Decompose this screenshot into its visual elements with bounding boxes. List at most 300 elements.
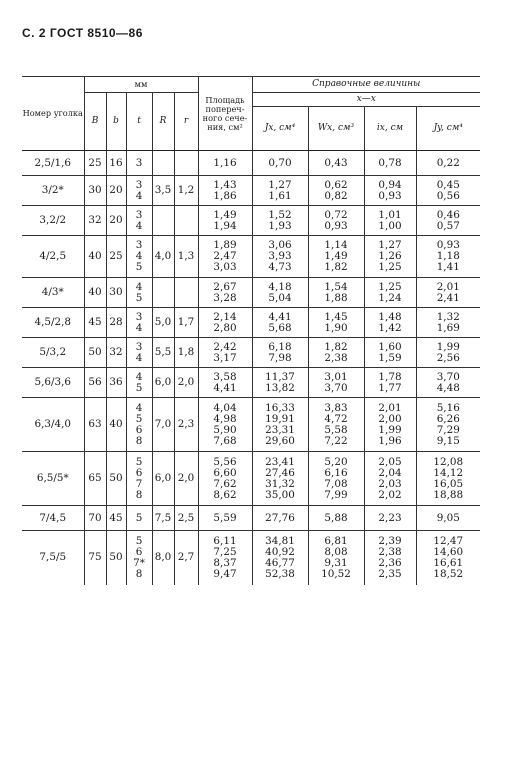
cell-value: 6: [135, 423, 143, 436]
cell-value: 27,76: [265, 511, 295, 524]
cell-B: 63: [84, 398, 106, 452]
cell-value: 2,04: [378, 466, 402, 479]
cell-value: 1,49: [213, 208, 237, 221]
cell-value: 5,20: [324, 455, 348, 468]
table-row: [22, 278, 480, 308]
cell-value: 0,56: [436, 189, 460, 202]
cell-value: 5,88: [324, 511, 348, 524]
table-row: [22, 236, 480, 278]
cell-value: 2,14: [213, 310, 237, 323]
cell-B: 70: [84, 506, 106, 531]
cell-value: 9,47: [213, 567, 237, 580]
cell-A: [198, 176, 252, 206]
cell-value: 3: [135, 208, 143, 221]
cell-value: 9,31: [324, 556, 348, 569]
cell-value: 0,70: [268, 156, 292, 169]
cell-value: 2,38: [378, 545, 402, 558]
cell-B: 65: [84, 452, 106, 506]
cell-t: [126, 338, 152, 368]
cell-R: [152, 206, 174, 236]
cell-Wx: [308, 278, 364, 308]
cell-t: [126, 278, 152, 308]
cell-value: 0,43: [324, 156, 348, 169]
cell-t: [126, 531, 152, 585]
cell-R: 5,5: [152, 338, 174, 368]
cell-value: 2,47: [213, 250, 237, 262]
cell-value: 5,68: [268, 321, 292, 334]
cell-value: 5,58: [324, 423, 348, 436]
cell-value: 5: [135, 511, 143, 524]
cell-value: 0,93: [378, 189, 402, 202]
cell-value: 3: [135, 156, 143, 169]
cell-value: 10,52: [321, 567, 351, 580]
cell-A: [198, 452, 252, 506]
cell-value: 31,32: [265, 477, 295, 490]
cell-value: 6: [135, 466, 143, 479]
cell-value: 1,78: [378, 370, 402, 383]
cell-A: [198, 398, 252, 452]
cell-A: [198, 308, 252, 338]
cell-Jy: [416, 278, 480, 308]
cell-B: 32: [84, 206, 106, 236]
cell-Jx: [252, 531, 308, 585]
cell-value: 0,82: [324, 189, 348, 202]
cell-R: 5,0: [152, 308, 174, 338]
cell-value: 5,04: [268, 291, 292, 304]
cell-value: 1,00: [378, 219, 402, 232]
cell-b: 36: [106, 368, 126, 398]
cell-value: 3,70: [324, 381, 348, 394]
cell-Jy: [416, 506, 480, 531]
cell-value: 7,99: [324, 488, 348, 501]
page-header: С. 2 ГОСТ 8510—86: [22, 26, 143, 40]
col-header-Jy: Jy, см⁴: [416, 107, 480, 151]
cell-value: 6,11: [213, 534, 237, 547]
table-row: [22, 368, 480, 398]
cell-Wx: [308, 452, 364, 506]
cell-value: 2,00: [378, 412, 402, 425]
cell-r: 1,3: [174, 236, 198, 278]
cell-b: 20: [106, 176, 126, 206]
cell-value: 1,14: [324, 239, 348, 251]
table-row: [22, 206, 480, 236]
cell-Wx: [308, 236, 364, 278]
cell-t: [126, 308, 152, 338]
cell-value: 6,60: [213, 466, 237, 479]
cell-r: [174, 206, 198, 236]
cell-value: 2,01: [436, 280, 460, 293]
cell-value: 0,93: [436, 239, 460, 251]
cell-Wx: [308, 338, 364, 368]
cell-value: 9,05: [436, 511, 460, 524]
cell-value: 3: [135, 178, 143, 191]
col-header-ref: Справочные величины: [252, 77, 480, 93]
cell-value: 5,56: [213, 455, 237, 468]
cell-Jx: [252, 338, 308, 368]
cell-value: 1,01: [378, 208, 402, 221]
cell-ix: [364, 206, 416, 236]
cell-value: 3,28: [213, 291, 237, 304]
cell-value: 1,99: [378, 423, 402, 436]
cell-value: 3,70: [436, 370, 460, 383]
cell-value: 4,41: [213, 381, 237, 394]
cell-value: 4,98: [213, 412, 237, 425]
cell-value: 1,43: [213, 178, 237, 191]
cell-A: [198, 278, 252, 308]
cell-value: 2,41: [436, 291, 460, 304]
cell-value: 4: [135, 351, 143, 364]
cell-R: [152, 151, 174, 176]
cell-ix: [364, 308, 416, 338]
cell-value: 5,59: [213, 511, 237, 524]
cell-value: 1,52: [268, 208, 292, 221]
cell-name: 2,5/1,6: [22, 151, 84, 176]
col-header-t: t: [126, 93, 152, 151]
cell-Jx: [252, 368, 308, 398]
cell-b: 30: [106, 278, 126, 308]
cell-Jx: [252, 236, 308, 278]
cell-B: 40: [84, 278, 106, 308]
cell-value: 2,56: [436, 351, 460, 364]
table-row: [22, 176, 480, 206]
cell-value: 4,72: [324, 412, 348, 425]
cell-value: 12,08: [433, 455, 464, 468]
cell-value: 3: [135, 239, 143, 251]
cell-value: 4: [135, 250, 143, 262]
cell-value: 1,88: [324, 291, 348, 304]
cell-ix: [364, 176, 416, 206]
cell-A: [198, 531, 252, 585]
cell-r: 2,0: [174, 452, 198, 506]
cell-b: 32: [106, 338, 126, 368]
cell-value: 1,94: [213, 219, 237, 232]
cell-r: [174, 151, 198, 176]
cell-value: 0,94: [378, 178, 402, 191]
cell-Jy: [416, 206, 480, 236]
cell-value: 1,42: [378, 321, 402, 334]
col-header-R: R: [152, 93, 174, 151]
cell-value: 5: [135, 534, 143, 547]
cell-value: 4: [135, 280, 143, 293]
cell-value: 1,77: [378, 381, 402, 394]
cell-ix: [364, 338, 416, 368]
cell-value: 5: [135, 412, 143, 425]
cell-value: 0,78: [378, 156, 402, 169]
cell-value: 4,04: [213, 401, 237, 414]
cell-Jx: [252, 278, 308, 308]
cell-value: 1,89: [213, 239, 237, 251]
cell-Jy: [416, 531, 480, 585]
cell-ix: [364, 236, 416, 278]
cell-value: 3,03: [213, 261, 237, 273]
cell-value: 7: [135, 477, 143, 490]
cell-r: 2,5: [174, 506, 198, 531]
cell-Wx: [308, 506, 364, 531]
cell-value: 0,45: [436, 178, 460, 191]
cell-R: 7,0: [152, 398, 174, 452]
table-row: [22, 338, 480, 368]
cell-r: [174, 278, 198, 308]
col-header-Jx: Jx, см⁴: [252, 107, 308, 151]
cell-value: 1,54: [324, 280, 348, 293]
col-header-Wx: Wx, см³: [308, 107, 364, 151]
cell-b: 16: [106, 151, 126, 176]
cell-ix: [364, 531, 416, 585]
cell-value: 3,83: [324, 401, 348, 414]
cell-value: 14,12: [433, 466, 464, 479]
cell-t: [126, 452, 152, 506]
cell-value: 2,05: [378, 455, 402, 468]
cell-value: 14,60: [433, 545, 464, 558]
cell-value: 1,49: [324, 250, 348, 262]
cell-value: 0,62: [324, 178, 348, 191]
cell-value: 18,52: [433, 567, 464, 580]
cell-name: 3,2/2: [22, 206, 84, 236]
cell-A: [198, 151, 252, 176]
cell-B: 50: [84, 338, 106, 368]
cell-value: 8,62: [213, 488, 237, 501]
cell-value: 7*: [133, 556, 145, 569]
cell-b: 20: [106, 206, 126, 236]
cell-ix: [364, 452, 416, 506]
cell-value: 6,16: [324, 466, 348, 479]
cell-value: 5: [135, 261, 143, 273]
cell-R: 3,5: [152, 176, 174, 206]
cell-value: 1,69: [436, 321, 460, 334]
cell-A: [198, 368, 252, 398]
cell-value: 1,82: [324, 261, 348, 273]
cell-value: 16,33: [265, 401, 295, 414]
cell-Wx: [308, 368, 364, 398]
cell-value: 2,01: [378, 401, 402, 414]
cell-value: 1,25: [378, 280, 402, 293]
cell-B: 56: [84, 368, 106, 398]
cell-Jy: [416, 236, 480, 278]
cell-Wx: [308, 398, 364, 452]
cell-value: 1,90: [324, 321, 348, 334]
cell-value: 1,26: [378, 250, 402, 262]
cell-value: 2,35: [378, 567, 402, 580]
cell-value: 4: [135, 321, 143, 334]
cell-b: 40: [106, 398, 126, 452]
cell-value: 2,38: [324, 351, 348, 364]
cell-value: 3,93: [268, 250, 292, 262]
cell-r: 2,7: [174, 531, 198, 585]
cell-value: 1,59: [378, 351, 402, 364]
cell-value: 2,02: [378, 488, 402, 501]
cell-name: 7/4,5: [22, 506, 84, 531]
cell-A: [198, 206, 252, 236]
cell-t: [126, 176, 152, 206]
cell-value: 1,24: [378, 291, 402, 304]
col-header-r: r: [174, 93, 198, 151]
cell-value: 4,18: [268, 280, 292, 293]
cell-r: 2,0: [174, 368, 198, 398]
table-row: [22, 151, 480, 176]
cell-value: 5: [135, 291, 143, 304]
cell-r: 1,2: [174, 176, 198, 206]
cell-Jx: [252, 176, 308, 206]
table-row: [22, 506, 480, 531]
cell-value: 0,93: [324, 219, 348, 232]
cell-b: 25: [106, 236, 126, 278]
cell-value: 7,68: [213, 434, 237, 447]
cell-ix: [364, 278, 416, 308]
cell-ix: [364, 368, 416, 398]
cell-value: 35,00: [265, 488, 295, 501]
table-body: [22, 151, 480, 585]
cell-Jx: [252, 151, 308, 176]
col-header-B: B: [84, 93, 106, 151]
cell-value: 1,27: [378, 239, 402, 251]
cell-value: 4: [135, 401, 143, 414]
cell-value: 46,77: [265, 556, 295, 569]
cell-value: 4: [135, 370, 143, 383]
cell-value: 6: [135, 545, 143, 558]
cell-value: 5: [135, 455, 143, 468]
cell-value: 7,22: [324, 434, 348, 447]
cell-value: 1,86: [213, 189, 237, 202]
cell-t: [126, 398, 152, 452]
cell-name: 3/2*: [22, 176, 84, 206]
cell-value: 7,29: [436, 423, 460, 436]
cell-Jx: [252, 452, 308, 506]
cell-B: 40: [84, 236, 106, 278]
cell-Jy: [416, 308, 480, 338]
cell-value: 23,31: [265, 423, 295, 436]
cell-value: 4: [135, 189, 143, 202]
cell-value: 1,41: [436, 261, 460, 273]
cell-R: 6,0: [152, 368, 174, 398]
cell-Jx: [252, 206, 308, 236]
cell-value: 8: [135, 488, 143, 501]
cell-R: [152, 278, 174, 308]
cell-value: 8,37: [213, 556, 237, 569]
cell-value: 11,37: [265, 370, 295, 383]
cell-value: 40,92: [265, 545, 295, 558]
cell-B: 45: [84, 308, 106, 338]
cell-b: 45: [106, 506, 126, 531]
cell-B: 75: [84, 531, 106, 585]
cell-value: 2,39: [378, 534, 402, 547]
cell-r: 1,8: [174, 338, 198, 368]
cell-value: 19,91: [265, 412, 295, 425]
cell-value: 9,15: [436, 434, 460, 447]
cell-value: 16,61: [433, 556, 464, 569]
cell-Wx: [308, 308, 364, 338]
cell-ix: [364, 506, 416, 531]
cell-value: 1,45: [324, 310, 348, 323]
cell-value: 16,05: [433, 477, 464, 490]
table-row: [22, 452, 480, 506]
cell-Wx: [308, 206, 364, 236]
cell-value: 4,48: [436, 381, 460, 394]
cell-Wx: [308, 531, 364, 585]
col-header-name: Номер уголка: [22, 77, 84, 151]
cell-value: 3,06: [268, 239, 292, 251]
cell-value: 13,82: [265, 381, 295, 394]
cell-t: [126, 368, 152, 398]
cell-t: [126, 506, 152, 531]
cell-name: 4,5/2,8: [22, 308, 84, 338]
cell-ix: [364, 398, 416, 452]
col-header-xx: x—x: [252, 93, 480, 107]
cell-value: 18,88: [433, 488, 464, 501]
cell-value: 4: [135, 219, 143, 232]
cell-value: 7,62: [213, 477, 237, 490]
cell-value: 1,96: [378, 434, 402, 447]
cell-value: 12,47: [433, 534, 464, 547]
col-header-b: b: [106, 93, 126, 151]
cell-value: 1,48: [378, 310, 402, 323]
cell-value: 0,57: [436, 219, 460, 232]
cell-value: 4,73: [268, 261, 292, 273]
col-header-ix: ix, см: [364, 107, 416, 151]
cell-value: 23,41: [265, 455, 295, 468]
cell-value: 0,46: [436, 208, 460, 221]
cell-value: 6,18: [268, 340, 292, 353]
cell-value: 1,82: [324, 340, 348, 353]
cell-r: 2,3: [174, 398, 198, 452]
cell-value: 5,90: [213, 423, 237, 436]
cell-Jx: [252, 308, 308, 338]
cell-A: [198, 236, 252, 278]
cell-b: 28: [106, 308, 126, 338]
cell-value: 1,16: [213, 156, 237, 169]
table-row: [22, 531, 480, 585]
cell-b: 50: [106, 452, 126, 506]
cell-value: 2,67: [213, 280, 237, 293]
cell-value: 7,08: [324, 477, 348, 490]
cell-value: 1,27: [268, 178, 292, 191]
cell-value: 8: [135, 434, 143, 447]
cell-value: 52,38: [265, 567, 295, 580]
cell-value: 3,58: [213, 370, 237, 383]
cell-value: 2,03: [378, 477, 402, 490]
cell-name: 5,6/3,6: [22, 368, 84, 398]
angle-table: [22, 76, 480, 585]
cell-value: 1,18: [436, 250, 460, 262]
cell-value: 6,26: [436, 412, 460, 425]
cell-value: 8,08: [324, 545, 348, 558]
cell-value: 5,16: [436, 401, 460, 414]
cell-name: 7,5/5: [22, 531, 84, 585]
cell-t: [126, 206, 152, 236]
cell-value: 1,61: [268, 189, 292, 202]
cell-value: 3,01: [324, 370, 348, 383]
cell-r: 1,7: [174, 308, 198, 338]
table-row: [22, 308, 480, 338]
cell-value: 7,25: [213, 545, 237, 558]
cell-value: 1,99: [436, 340, 460, 353]
cell-value: 0,72: [324, 208, 348, 221]
cell-value: 2,42: [213, 340, 237, 353]
cell-value: 3: [135, 340, 143, 353]
cell-value: 27,46: [265, 466, 295, 479]
cell-value: 1,32: [436, 310, 460, 323]
cell-value: 1,93: [268, 219, 292, 232]
cell-R: 7,5: [152, 506, 174, 531]
cell-Jy: [416, 368, 480, 398]
cell-name: 6,5/5*: [22, 452, 84, 506]
cell-Wx: [308, 176, 364, 206]
cell-value: 6,81: [324, 534, 348, 547]
cell-Jy: [416, 338, 480, 368]
cell-value: 4,41: [268, 310, 292, 323]
cell-Jx: [252, 506, 308, 531]
cell-Jy: [416, 176, 480, 206]
cell-name: 4/2,5: [22, 236, 84, 278]
